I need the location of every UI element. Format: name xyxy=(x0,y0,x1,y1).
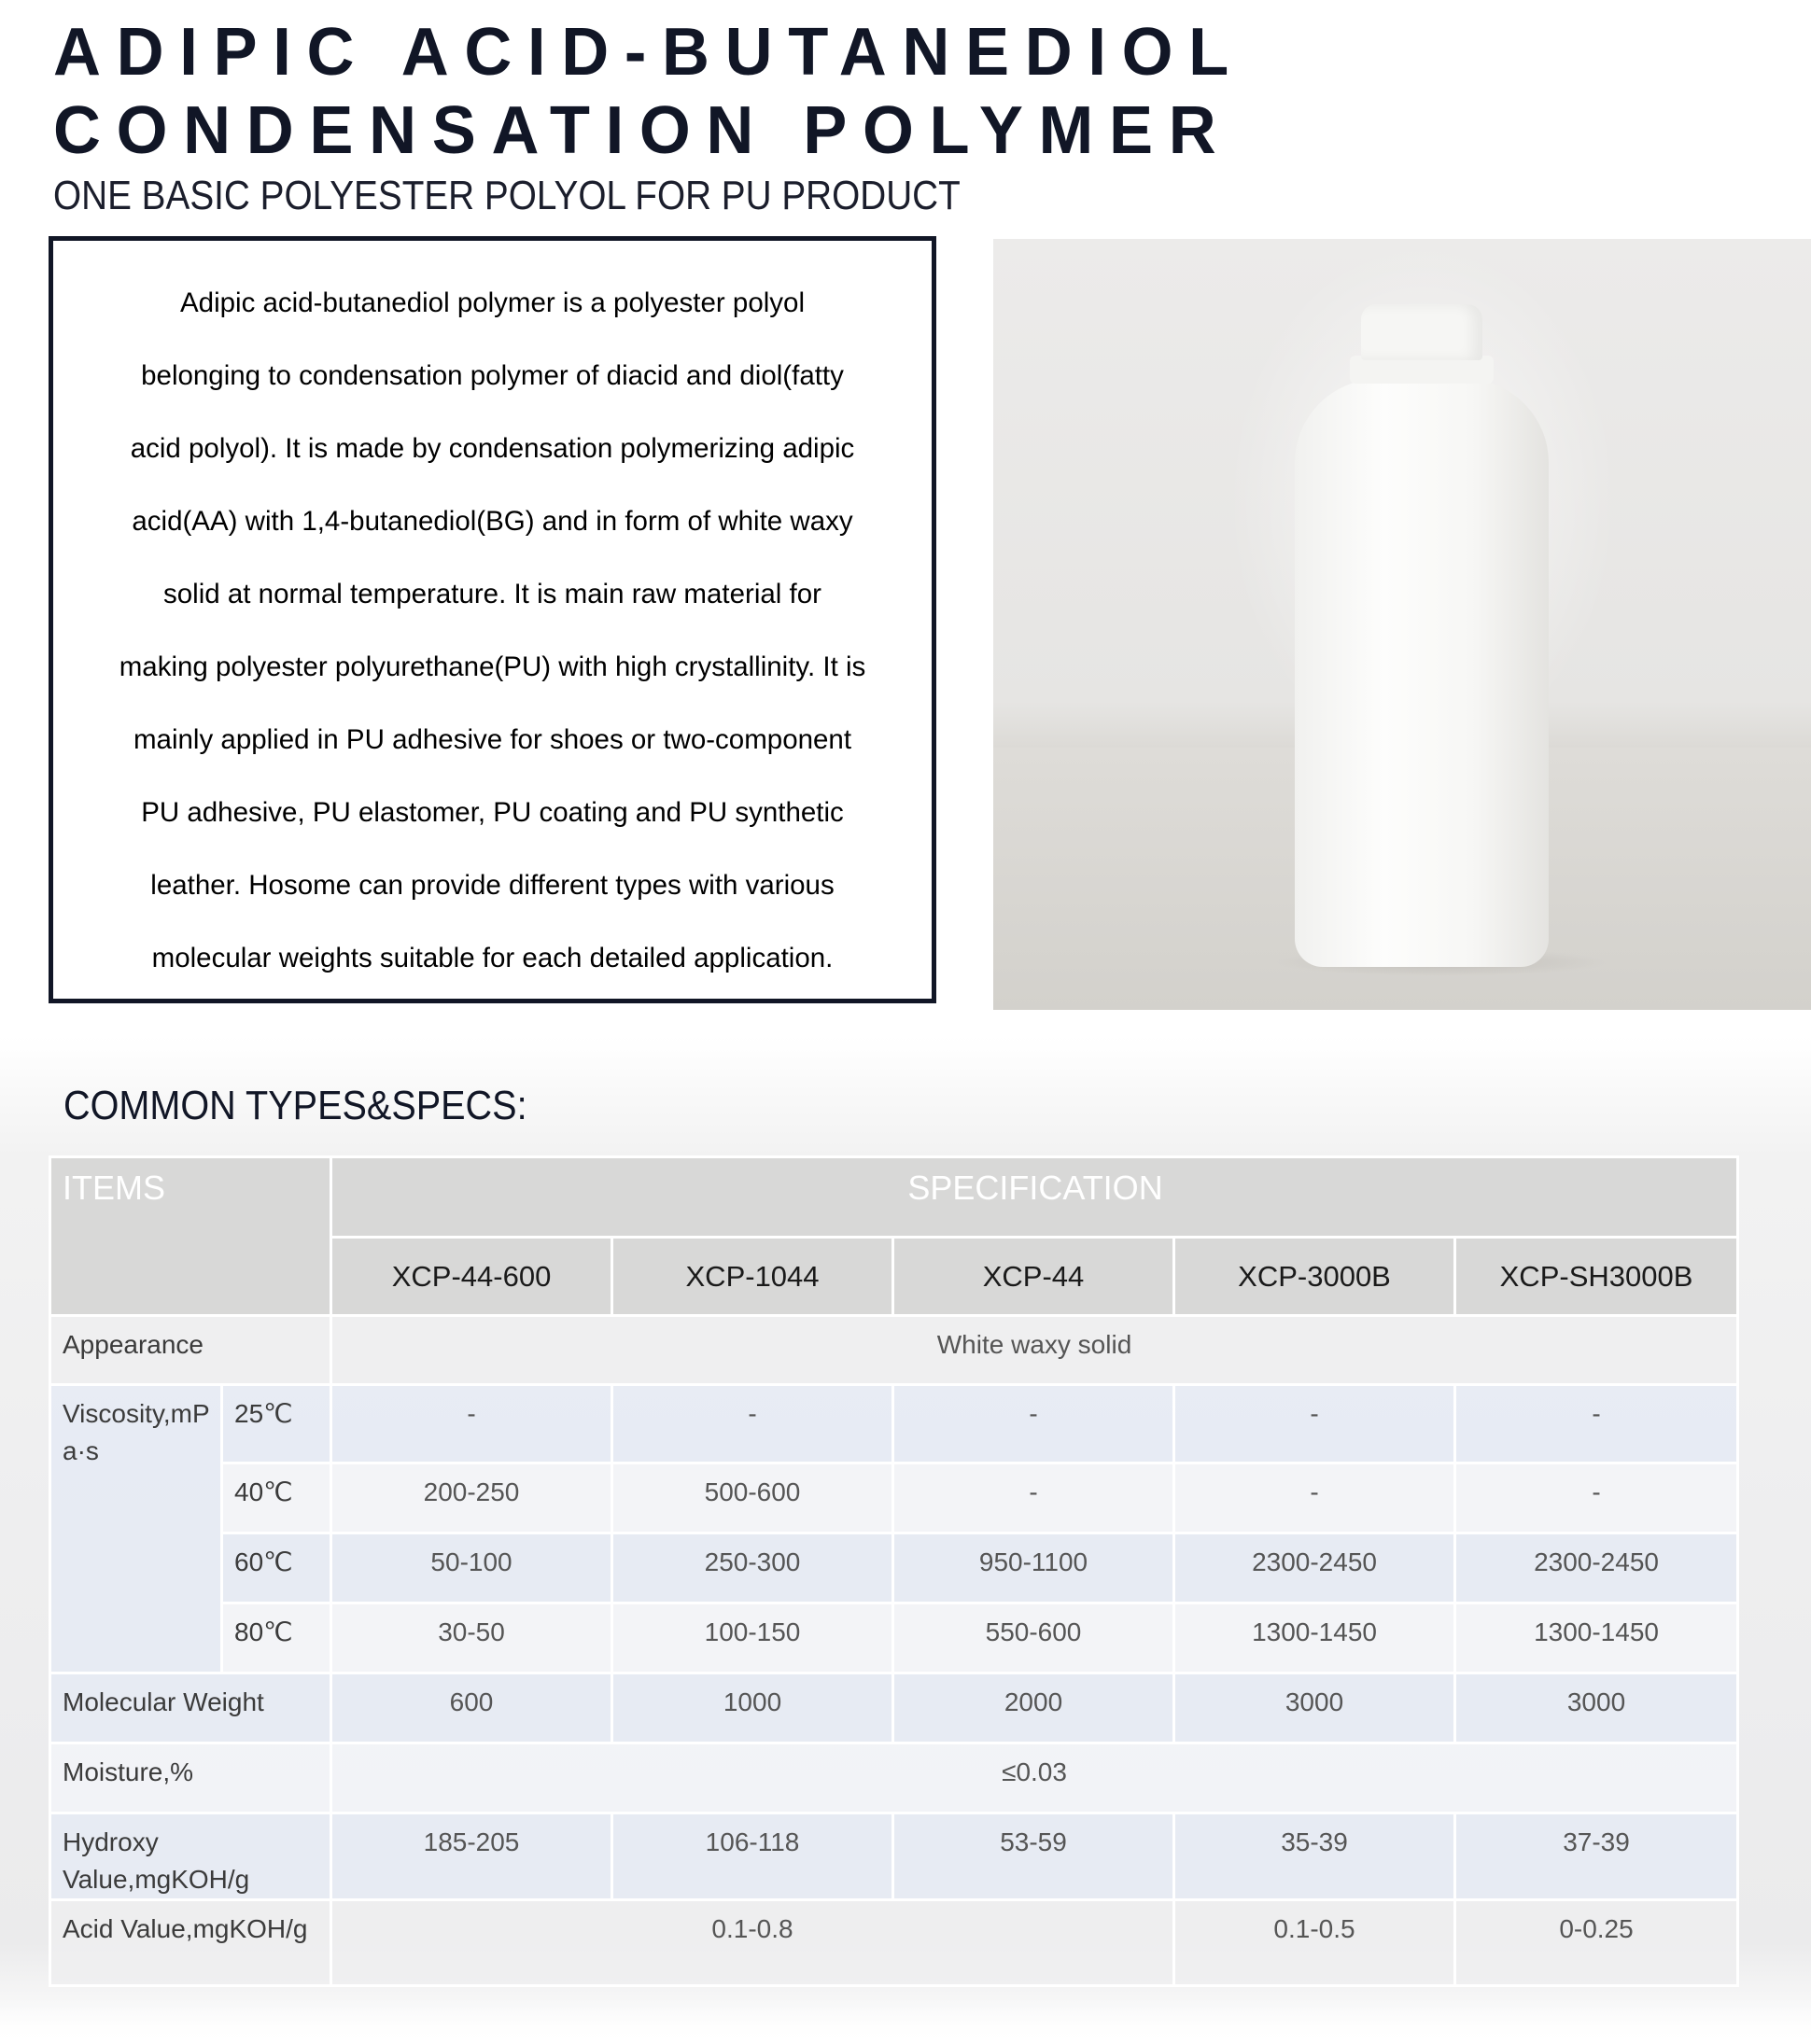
cell-value: 106-118 xyxy=(612,1813,893,1900)
cell-value: 3000 xyxy=(1174,1673,1455,1743)
description-line: acid(AA) with 1,4-butanediol(BG) and in form of white waxy xyxy=(132,506,853,537)
row-label: Viscosity,mPa·s xyxy=(50,1385,222,1673)
title-line-1: ADIPIC ACID-BUTANEDIOL xyxy=(53,15,1244,90)
cell-value: 950-1100 xyxy=(893,1533,1174,1603)
description-line: solid at normal temperature. It is main raw material for xyxy=(163,579,821,609)
description-line: Adipic acid-butanediol polymer is a polyester polyol xyxy=(179,287,806,318)
cell-value: 3000 xyxy=(1455,1673,1738,1743)
row-label: Acid Value,mgKOH/g xyxy=(50,1900,331,1986)
table-row xyxy=(50,1316,1738,1385)
cell-value: 0-0.25 xyxy=(1455,1900,1738,1986)
cell-value: 1300-1450 xyxy=(1455,1603,1738,1673)
cell-value: - xyxy=(1455,1385,1738,1463)
cell-value: 1300-1450 xyxy=(1174,1603,1455,1673)
row-label: Molecular Weight xyxy=(50,1673,331,1743)
cell-value: 2300-2450 xyxy=(1174,1533,1455,1603)
table-row xyxy=(50,1813,1738,1900)
table-row xyxy=(50,1743,1738,1813)
cell-value: 53-59 xyxy=(893,1813,1174,1900)
description-line: making polyester polyurethane(PU) with high crystallinity. It is xyxy=(119,651,866,682)
row-label: Appearance xyxy=(50,1316,331,1385)
table-row xyxy=(50,1673,1738,1743)
cell-value: 0.1-0.5 xyxy=(1174,1900,1455,1986)
cell-value: 100-150 xyxy=(612,1603,893,1673)
header-specification: SPECIFICATION xyxy=(331,1157,1738,1238)
description-line: PU adhesive, PU elastomer, PU coating and PU synthetic xyxy=(141,797,844,828)
table-row xyxy=(50,1603,1738,1673)
cell-value: - xyxy=(893,1385,1174,1463)
model-header: XCP-1044 xyxy=(612,1238,893,1316)
cell-value: 200-250 xyxy=(331,1463,612,1533)
cell-value: - xyxy=(331,1385,612,1463)
bottom-fade xyxy=(0,1997,1811,2044)
bottle-cap xyxy=(1361,304,1482,360)
temperature-label: 25℃ xyxy=(222,1385,331,1463)
header-items: ITEMS xyxy=(50,1157,331,1316)
cell-value: 550-600 xyxy=(893,1603,1174,1673)
model-header: XCP-SH3000B xyxy=(1455,1238,1738,1316)
cell-value: 37-39 xyxy=(1455,1813,1738,1900)
specs-table xyxy=(49,1155,1739,1987)
description-line: mainly applied in PU adhesive for shoes or two-component xyxy=(133,724,852,755)
row-label: Moisture,% xyxy=(50,1743,331,1813)
temperature-label: 40℃ xyxy=(222,1463,331,1533)
cell-value: White waxy solid xyxy=(331,1316,1738,1385)
temperature-label: 80℃ xyxy=(222,1603,331,1673)
cell-value: - xyxy=(1174,1463,1455,1533)
description-line: molecular weights suitable for each detailed application. xyxy=(151,943,834,973)
table-row xyxy=(50,1900,1738,1986)
temperature-label: 60℃ xyxy=(222,1533,331,1603)
specs-section-title: COMMON TYPES&SPECS: xyxy=(63,1083,527,1128)
cell-value: - xyxy=(1455,1463,1738,1533)
model-header: XCP-44-600 xyxy=(331,1238,612,1316)
cell-value: 2000 xyxy=(893,1673,1174,1743)
table-row xyxy=(50,1385,1738,1463)
table-row xyxy=(50,1463,1738,1533)
model-header: XCP-44 xyxy=(893,1238,1174,1316)
product-photo xyxy=(993,239,1811,1010)
description-box xyxy=(49,236,936,1003)
page-title xyxy=(53,13,1244,170)
cell-value: 30-50 xyxy=(331,1603,612,1673)
table-row xyxy=(50,1533,1738,1603)
cell-value: ≤0.03 xyxy=(331,1743,1738,1813)
cell-value: 0.1-0.8 xyxy=(331,1900,1174,1986)
cell-value: 50-100 xyxy=(331,1533,612,1603)
row-label: Hydroxy Value,mgKOH/g xyxy=(50,1813,331,1900)
title-line-2: CONDENSATION POLYMER xyxy=(53,93,1232,168)
bottle-icon xyxy=(1295,379,1549,967)
cell-value: - xyxy=(893,1463,1174,1533)
cell-value: 2300-2450 xyxy=(1455,1533,1738,1603)
cell-value: 500-600 xyxy=(612,1463,893,1533)
cell-value: 35-39 xyxy=(1174,1813,1455,1900)
model-header: XCP-3000B xyxy=(1174,1238,1455,1316)
description-line: leather. Hosome can provide different types with various xyxy=(150,870,835,901)
cell-value: - xyxy=(1174,1385,1455,1463)
description-line: acid polyol). It is made by condensation polymerizing adipic xyxy=(130,433,855,464)
cell-value: 250-300 xyxy=(612,1533,893,1603)
cell-value: 1000 xyxy=(612,1673,893,1743)
cell-value: - xyxy=(612,1385,893,1463)
page-subtitle: ONE BASIC POLYESTER POLYOL FOR PU PRODUCT xyxy=(53,173,961,218)
cell-value: 185-205 xyxy=(331,1813,612,1900)
description-line: belonging to condensation polymer of diacid and diol(fatty xyxy=(141,360,844,391)
cell-value: 600 xyxy=(331,1673,612,1743)
